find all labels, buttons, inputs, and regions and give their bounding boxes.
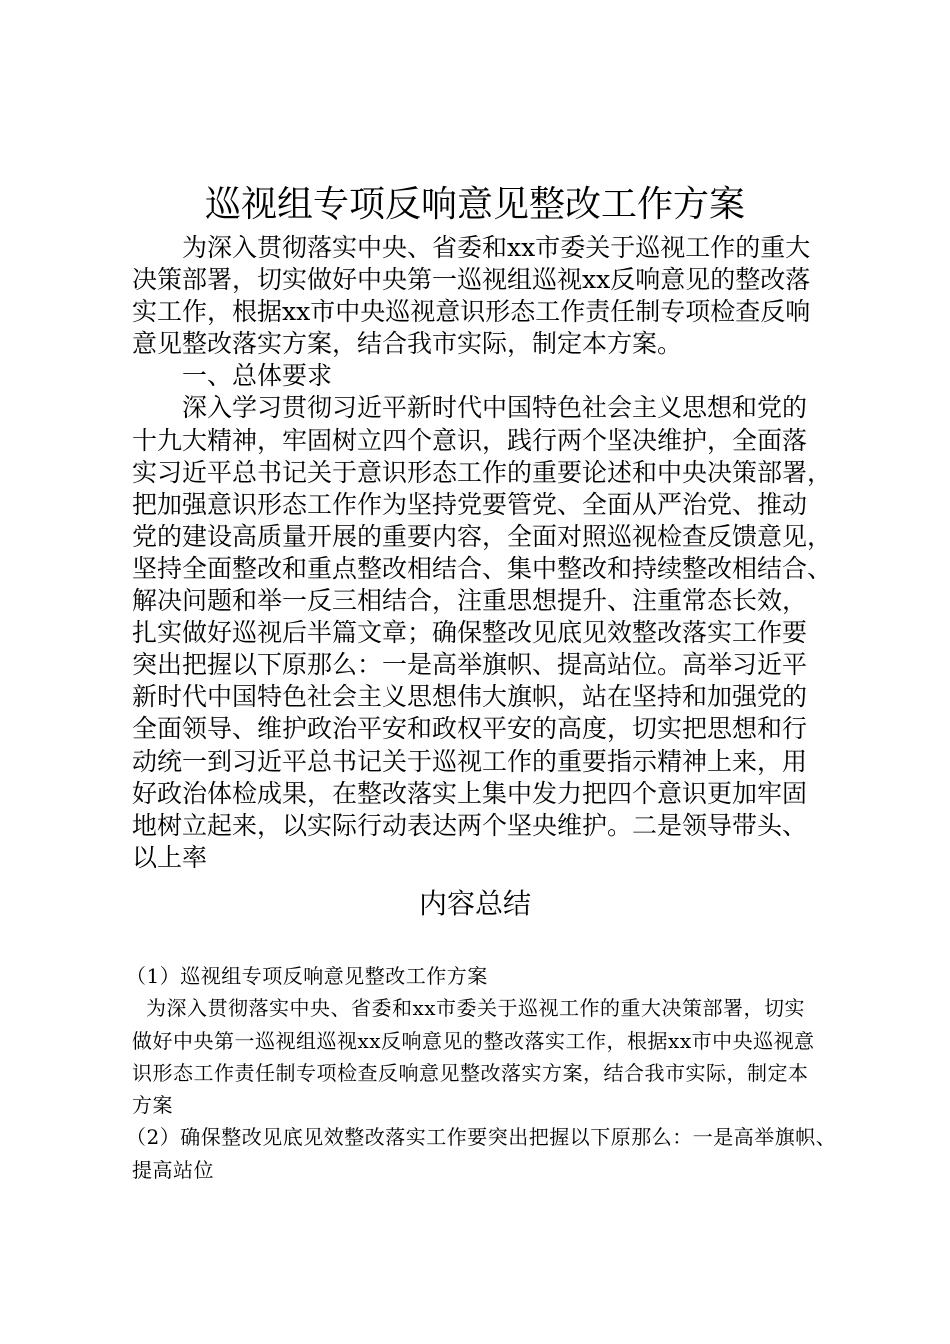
body-line: 把加强意识形态工作作为坚持党要管党、全面从严治党、推动 [132, 489, 808, 519]
body-line: 突出把握以下原那么：一是高举旗帜、提高站位。高举习近平 [132, 650, 808, 680]
body-line: 扎实做好巡视后半篇文章；确保整改见底见效整改落实工作要 [132, 618, 808, 648]
summary-item: （1）巡视组专项反响意见整改工作方案 [126, 964, 488, 988]
summary-line: 方案 [132, 1093, 173, 1118]
document-title: 巡视组专项反响意见整改工作方案 [204, 184, 745, 225]
body-line: 十九大精神，牢固树立四个意识，践行两个坚决维护，全面落 [132, 425, 808, 455]
summary-line: 识形态工作责任制专项检查反响意见整改落实方案，结合我市实际，制定本 [132, 1060, 809, 1085]
body-line: 以上率 [132, 842, 208, 872]
body-line: 动统一到习近平总书记关于巡视工作的重要指示精神上来，用 [132, 746, 808, 776]
body-line: 好政治体检成果，在整改落实上集中发力把四个意识更加牢固 [132, 778, 808, 808]
section-heading: 一、总体要求 [182, 361, 333, 391]
body-line: 决策部署，切实做好中央第一巡视组巡视xx反响意见的整改落 [132, 265, 811, 295]
body-line: 新时代中国特色社会主义思想伟大旗帜，站在坚持和加强党的 [132, 682, 808, 712]
summary-line: 提高站位 [132, 1157, 214, 1182]
body-line: 为深入贯彻落实中央、省委和xx市委关于巡视工作的重大 [182, 233, 811, 262]
body-line: 坚持全面整改和重点整改相结合、集中整改和持续整改相结合、 [132, 553, 833, 583]
summary-line: 做好中央第一巡视组巡视xx反响意见的整改落实工作，根据xx市中央巡视意 [132, 1028, 815, 1053]
body-line: 地树立起来，以实际行动表达两个坚央维护。二是领导带头、 [132, 810, 808, 840]
body-line: 深入学习贯彻习近平新时代中国特色社会主义思想和党的 [182, 393, 808, 423]
body-line: 实工作，根据xx市中央巡视意识形态工作责任制专项检查反响 [132, 297, 811, 327]
body-line: 全面领导、维护政治平安和政权平安的高度，切实把思想和行 [132, 714, 808, 744]
summary-section [126, 960, 852, 1186]
body-line: 党的建设高质量开展的重要内容，全面对照巡视检查反馈意见， [132, 521, 833, 551]
body-line: 实习近平总书记关于意识形态工作的重要论述和中央决策部署， [132, 457, 833, 487]
summary-line: 为深入贯彻落实中央、省委和xx市委关于巡视工作的重大决策部署，切实 [146, 996, 806, 1021]
summary-item: （2）确保整改见底见效整改落实工作要突出把握以下原那么：一是高举旗帜、 [126, 1125, 837, 1150]
document-body [132, 232, 852, 874]
summary-heading: 内容总结 [418, 887, 531, 920]
body-line: 意见整改落实方案，结合我市实际，制定本方案。 [132, 329, 683, 359]
body-line: 解决问题和举一反三相结合，注重思想提升、注重常态长效， [132, 586, 808, 616]
